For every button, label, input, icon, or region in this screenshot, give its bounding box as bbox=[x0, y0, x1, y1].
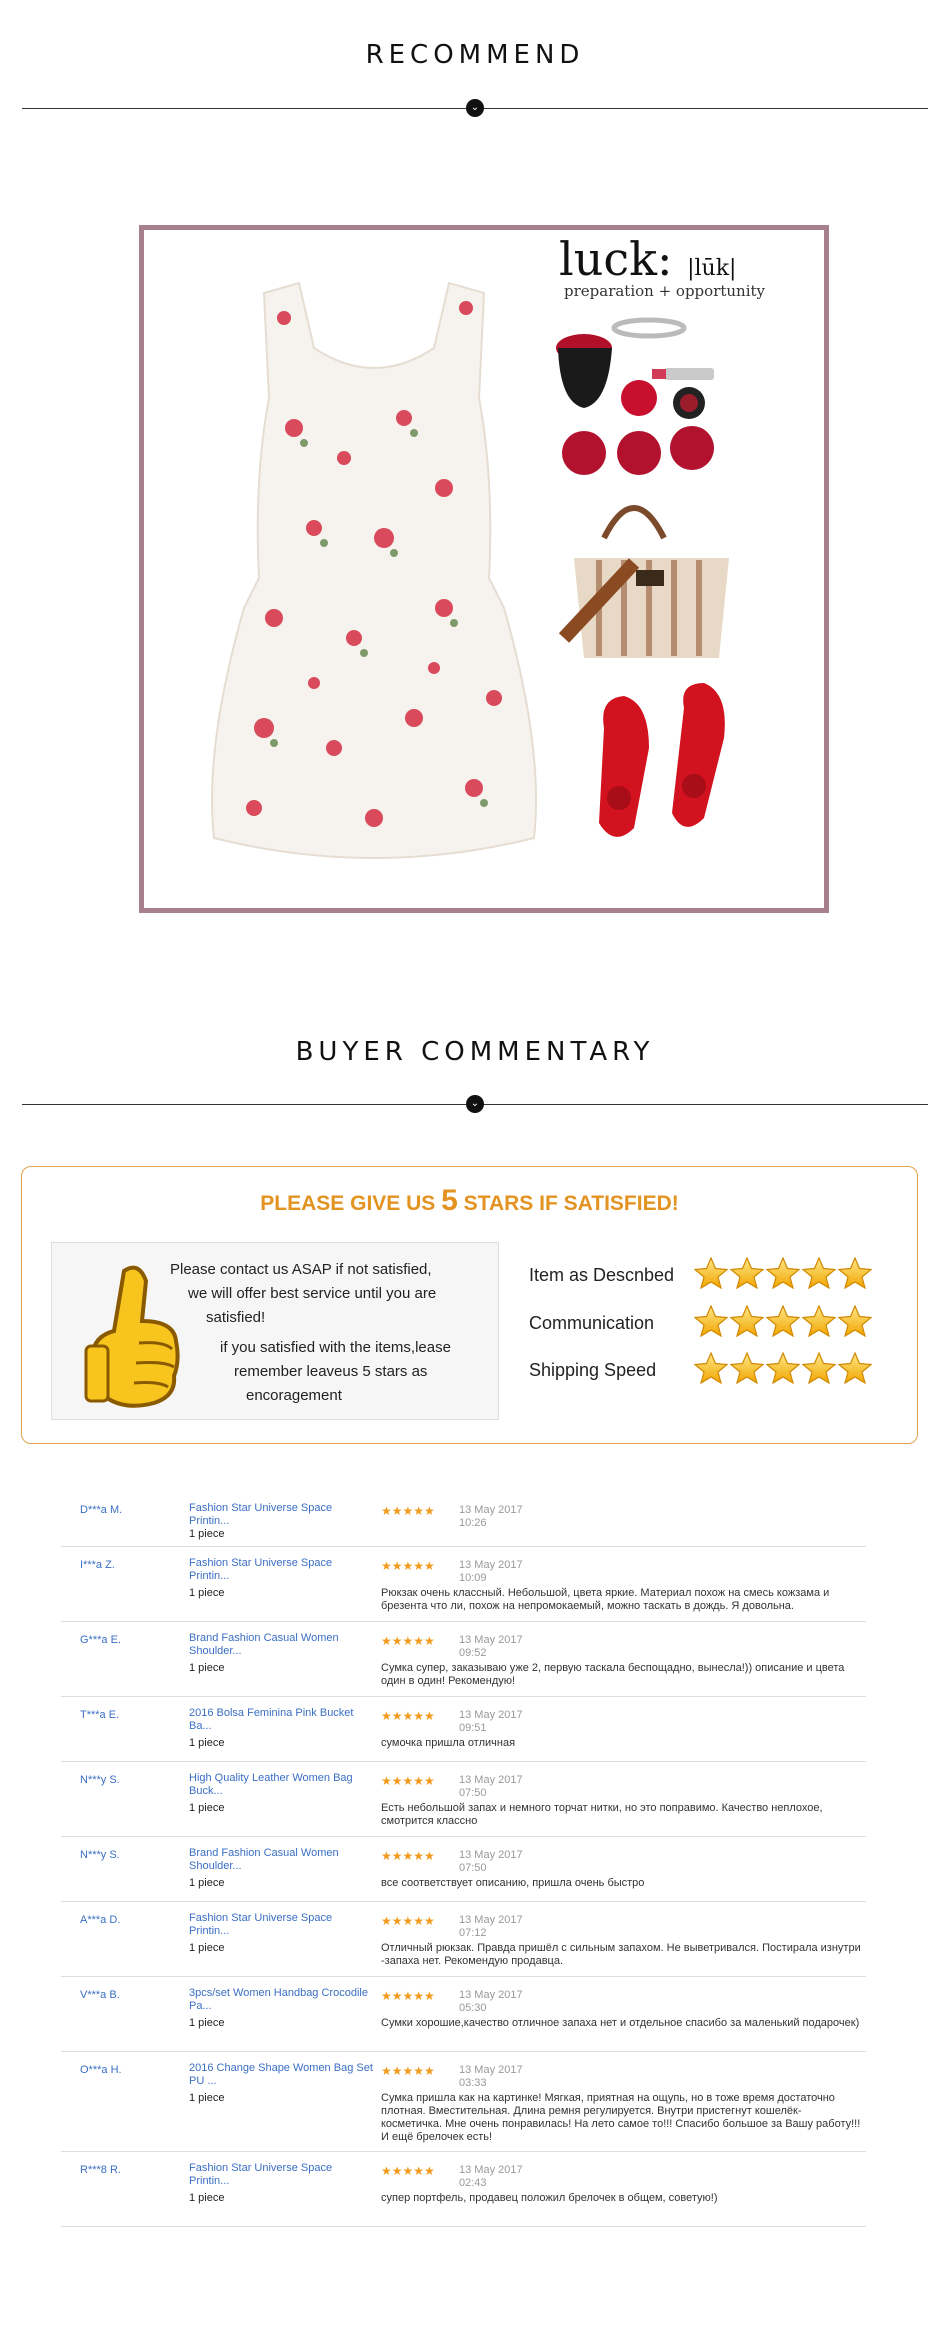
buyer-commentary-title: BUYER COMMENTARY bbox=[295, 1037, 655, 1067]
review-user: D***a M. bbox=[80, 1504, 123, 1516]
review-product-link[interactable]: Brand Fashion Casual Women Shoulder... bbox=[189, 1632, 339, 1657]
review-stars: ★★★★★ bbox=[381, 1634, 435, 1648]
star-icon bbox=[838, 1352, 872, 1384]
review-text: сумочка пришла отличная bbox=[381, 1737, 516, 1749]
review-product-link[interactable]: Fashion Star Universe Space Printin... bbox=[189, 1502, 333, 1527]
review-date: 13 May 2017 05:30 bbox=[459, 1989, 523, 2014]
review-quantity: 1 piece bbox=[189, 2092, 225, 2104]
note-line: encoragement bbox=[246, 1387, 342, 1404]
note-line: satisfied! bbox=[206, 1309, 266, 1326]
review-date: 13 May 2017 03:33 bbox=[459, 2064, 523, 2089]
review-quantity: 1 piece bbox=[189, 2017, 225, 2029]
review-row bbox=[61, 1977, 866, 2052]
review-quantity: 1 piece bbox=[189, 1802, 225, 1814]
review-date: 13 May 2017 10:26 bbox=[459, 1504, 523, 1529]
review-date: 13 May 2017 07:12 bbox=[459, 1914, 523, 1939]
rating-stars-communication bbox=[694, 1305, 874, 1342]
review-product-link[interactable]: 2016 Change Shape Women Bag Set PU ... bbox=[189, 2062, 373, 2087]
contact-note bbox=[51, 1242, 499, 1420]
star-icon bbox=[802, 1257, 836, 1289]
review-text: Сумки хорошие,качество отличное запаха нет и отдельное спасибо за маленький подарочек) bbox=[381, 2017, 860, 2029]
review-row bbox=[61, 1622, 866, 1697]
note-line: Please contact us ASAP if not satisfied, bbox=[170, 1261, 432, 1278]
review-stars: ★★★★★ bbox=[381, 1914, 435, 1928]
review-text: Есть небольшой запах и немного торчат нитки, но это поправимо. Качество неплохое, смотрится классно bbox=[381, 1802, 823, 1827]
star-icon bbox=[802, 1352, 836, 1384]
review-user: N***y S. bbox=[80, 1849, 120, 1861]
review-product-link[interactable]: Fashion Star Universe Space Printin... bbox=[189, 2162, 333, 2187]
review-date: 13 May 2017 09:51 bbox=[459, 1709, 523, 1734]
accessories-image bbox=[554, 308, 804, 888]
review-stars: ★★★★★ bbox=[381, 2164, 435, 2178]
review-list bbox=[61, 1492, 866, 2227]
review-user: T***a E. bbox=[80, 1709, 120, 1721]
review-date: 13 May 2017 02:43 bbox=[459, 2164, 523, 2189]
review-text: Сумка супер, заказываю уже 2, первую таскала беспощадно, вынесла!)) описание и цвета один в один! Рекомендую! bbox=[381, 1662, 845, 1687]
review-quantity: 1 piece bbox=[189, 1737, 225, 1749]
review-product-link[interactable]: 2016 Bolsa Feminina Pink Bucket Ba... bbox=[189, 1707, 354, 1732]
review-user: G***a E. bbox=[80, 1634, 121, 1646]
review-text: все соответствует описанию, пришла очень быстро bbox=[381, 1877, 645, 1889]
rating-stars-shipping bbox=[694, 1352, 874, 1389]
review-product-link[interactable]: Fashion Star Universe Space Printin... bbox=[189, 1557, 333, 1582]
rating-stars-item bbox=[694, 1257, 874, 1294]
recommend-photo[interactable] bbox=[139, 225, 829, 913]
review-quantity: 1 piece bbox=[189, 1877, 225, 1889]
review-user: O***a H. bbox=[80, 2064, 122, 2076]
review-row bbox=[61, 1762, 866, 1837]
star-icon bbox=[694, 1352, 728, 1384]
review-stars: ★★★★★ bbox=[381, 1849, 435, 1863]
review-quantity: 1 piece bbox=[189, 1942, 225, 1954]
review-stars: ★★★★★ bbox=[381, 1504, 435, 1518]
star-icon bbox=[766, 1257, 800, 1289]
review-date: 13 May 2017 09:52 bbox=[459, 1634, 523, 1659]
review-date: 13 May 2017 10:09 bbox=[459, 1559, 523, 1584]
review-date: 13 May 2017 07:50 bbox=[459, 1849, 523, 1874]
thumbs-up-icon bbox=[84, 1261, 184, 1411]
review-product-link[interactable]: Brand Fashion Casual Women Shoulder... bbox=[189, 1847, 339, 1872]
feedback-headline: PLEASE GIVE US 5 STARS IF SATISFIED! bbox=[260, 1184, 679, 1217]
rating-label-shipping: Shipping Speed bbox=[529, 1360, 657, 1380]
review-stars: ★★★★★ bbox=[381, 1989, 435, 2003]
review-user: R***8 R. bbox=[80, 2164, 121, 2176]
review-row bbox=[61, 2152, 866, 2227]
review-user: V***a B. bbox=[80, 1989, 120, 2001]
note-line: we will offer best service until you are bbox=[188, 1285, 437, 1302]
review-date: 13 May 2017 07:50 bbox=[459, 1774, 523, 1799]
review-product-link[interactable]: 3pcs/set Women Handbag Crocodile Pa... bbox=[189, 1987, 368, 2012]
star-icon bbox=[838, 1305, 872, 1337]
star-icon bbox=[694, 1257, 728, 1289]
star-icon bbox=[838, 1257, 872, 1289]
review-user: I***a Z. bbox=[80, 1559, 115, 1571]
review-text: супер портфель, продавец положил брелочек в общем, советую!) bbox=[381, 2192, 718, 2204]
review-row bbox=[61, 1697, 866, 1762]
review-stars: ★★★★★ bbox=[381, 1774, 435, 1788]
review-row bbox=[61, 1837, 866, 1902]
star-icon bbox=[730, 1257, 764, 1289]
floral-dress-image bbox=[204, 278, 544, 868]
review-product-link[interactable]: High Quality Leather Women Bag Buck... bbox=[189, 1772, 353, 1797]
review-user: A***a D. bbox=[80, 1914, 121, 1926]
review-text: Рюкзак очень классный. Небольшой, цвета яркие. Материал похож на смесь кожзама и брезента что ли, похож на непромокаемый, можно таскать в дождь. Я довольна. bbox=[381, 1587, 830, 1612]
review-quantity: 1 piece bbox=[189, 2192, 225, 2204]
star-icon bbox=[730, 1352, 764, 1384]
review-stars: ★★★★★ bbox=[381, 2064, 435, 2078]
luck-subtitle: preparation + opportunity bbox=[564, 282, 766, 300]
star-icon bbox=[766, 1352, 800, 1384]
rating-label-communication: Communication bbox=[529, 1313, 655, 1333]
review-stars: ★★★★★ bbox=[381, 1559, 435, 1573]
chevron-down-icon: ⌄ bbox=[466, 99, 484, 117]
review-user: N***y S. bbox=[80, 1774, 120, 1786]
luck-heading: luck: |lūk| bbox=[559, 232, 737, 286]
review-quantity: 1 piece bbox=[189, 1662, 225, 1674]
review-stars: ★★★★★ bbox=[381, 1709, 435, 1723]
star-icon bbox=[802, 1305, 836, 1337]
review-row bbox=[61, 2052, 866, 2152]
star-icon bbox=[766, 1305, 800, 1337]
recommend-divider bbox=[22, 102, 928, 113]
note-line: if you satisfied with the items,lease bbox=[220, 1339, 451, 1356]
star-icon bbox=[730, 1305, 764, 1337]
review-text: Отличный рюкзак. Правда пришёл с сильным запахом. Не выветривался. Постирала изнутри -запаха нет. Рекомендую продавца. bbox=[381, 1942, 861, 1967]
commentary-divider bbox=[22, 1098, 928, 1109]
recommend-title: RECOMMEND bbox=[365, 40, 585, 70]
review-quantity: 1 piece bbox=[189, 1528, 225, 1540]
star-icon bbox=[694, 1305, 728, 1337]
review-quantity: 1 piece bbox=[189, 1587, 225, 1599]
review-row bbox=[61, 1902, 866, 1977]
review-text: Сумка пришла как на картинке! Мягкая, приятная на ощупь, но в тоже время достаточно плотная. Вместительная. Длина ремня регулируется. Внутри пристегнут кошелёк-косметичка. Мне очень понравилась! На лето самое то!!! Спасибо большое за Вашу работу!!! И ещё брелочек есть! bbox=[381, 2092, 861, 2143]
review-product-link[interactable]: Fashion Star Universe Space Printin... bbox=[189, 1912, 333, 1937]
chevron-down-icon: ⌄ bbox=[466, 1095, 484, 1113]
review-row bbox=[61, 1492, 866, 1547]
feedback-box bbox=[21, 1166, 918, 1444]
review-row bbox=[61, 1547, 866, 1622]
rating-label-item: Item as Descnbed bbox=[529, 1265, 675, 1285]
note-line: remember leaveus 5 stars as bbox=[234, 1363, 428, 1380]
